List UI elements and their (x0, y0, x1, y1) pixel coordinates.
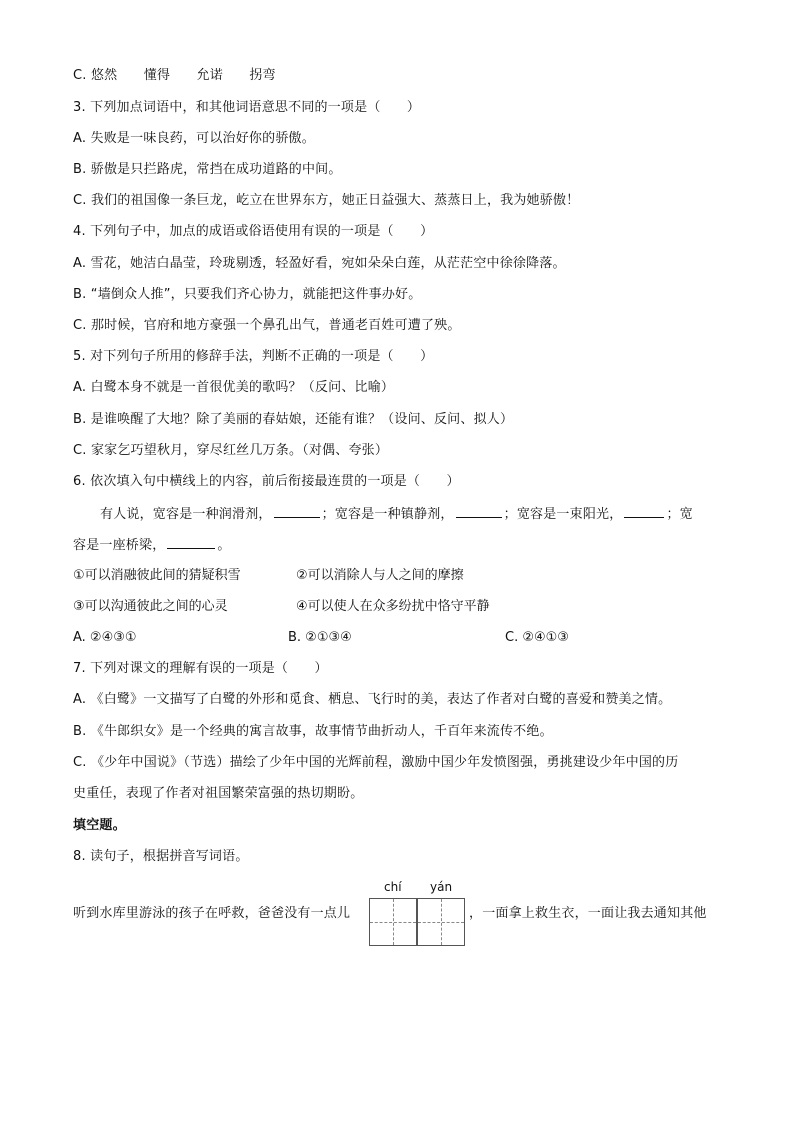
q4-option-b: B. “墙倒众人推”，只要我们齐心协力，就能把这件事办好。 (73, 287, 422, 302)
q5-option-b: B. 是谁唤醒了大地？除了美丽的春姑娘，还能有谁？（设问、反问、拟人） (73, 412, 514, 427)
q6-option-c: C. ②④①③ (505, 630, 569, 645)
q3-option-b: B. 骄傲是只拦路虎，常挡在成功道路的中间。 (73, 162, 342, 177)
q6-sentence-part6: 。 (217, 538, 231, 553)
q3-option-c: C. 我们的祖国像一条巨龙，屹立在世界东方，她正日益强大、蒸蒸日上，我为她骄傲！ (73, 193, 580, 208)
tianzige-box-1[interactable] (369, 898, 417, 946)
q6-sentence-part3: ；宽容是一束阳光， (503, 507, 623, 522)
q6-blank-4 (167, 536, 215, 549)
question-5: 5. 对下列句子所用的修辞手法，判断不正确的一项是（ ） (73, 349, 434, 364)
q5-option-a: A. 白鹭本身不就是一首很优美的歌吗？（反问、比喻） (73, 380, 395, 395)
q6-sentence-part1: 有人说，宽容是一种润滑剂， (100, 507, 272, 522)
q8-sentence-before: 听到水库里游泳的孩子在呼救，爸爸没有一点儿 (73, 906, 351, 921)
pinyin-chi: chí (384, 880, 402, 894)
q5-option-c: C. 家家乞巧望秋月，穿尽红丝几万条。（对偶、夸张） (73, 443, 389, 458)
q6-blank-2 (456, 505, 502, 518)
q8-sentence-after: ，一面拿上救生衣，一面让我去通知其他 (469, 906, 707, 921)
q6-blank-3 (624, 505, 664, 518)
q3-option-a: A. 失败是一味良药，可以治好你的骄傲。 (73, 131, 315, 146)
q2-option-c: C. 悠然 懂得 允诺 拐弯 (73, 68, 276, 83)
q4-option-c: C. 那时候，官府和地方豪强一个鼻孔出气，普通老百姓可遭了殃。 (73, 318, 461, 333)
question-7: 7. 下列对课文的理解有误的一项是（ ） (73, 661, 328, 676)
tianzige-box-2[interactable] (417, 898, 465, 946)
q6-option-a: A. ②④③① (73, 630, 137, 645)
question-3: 3. 下列加点词语中，和其他词语意思不同的一项是（ ） (73, 100, 421, 115)
question-4: 4. 下列句子中，加点的成语或俗语使用有误的一项是（ ） (73, 224, 434, 239)
q6-option-b: B. ②①③④ (288, 630, 352, 645)
q6-item-3: ③可以沟通彼此之间的心灵 (73, 599, 228, 614)
q6-sentence-line1 (100, 505, 693, 524)
q4-option-a: A. 雪花，她洁白晶莹，玲珑剔透，轻盈好看，宛如朵朵白莲，从茫茫空中徐徐降落。 (73, 256, 566, 271)
q6-item-1: ①可以消融彼此间的猜疑积雪 (73, 568, 241, 583)
question-8: 8. 读句子，根据拼音写词语。 (73, 849, 249, 864)
q7-option-b: B. 《牛郎织女》是一个经典的寓言故事，故事情节曲折动人，千百年来流传不绝。 (73, 724, 553, 739)
pinyin-yan: yán (430, 880, 453, 894)
q7-option-c-line1: C. 《少年中国说》（节选）描绘了少年中国的光辉前程，激励中国少年发愤图强，勇挑建设少年中国的历 (73, 755, 679, 770)
q6-sentence-line2 (73, 536, 231, 555)
q6-sentence-part2: ；宽容是一种镇静剂， (321, 507, 454, 522)
section-heading-fill-in: 填空题。 (73, 818, 126, 833)
q7-option-c-line2: 史重任，表现了作者对祖国繁荣富强的热切期盼。 (73, 786, 364, 801)
q6-blank-1 (274, 505, 320, 518)
q7-option-a: A. 《白鹭》一文描写了白鹭的外形和觅食、栖息、飞行时的美，表达了作者对白鹭的喜爱和赞美之情。 (73, 692, 672, 707)
q6-item-4: ④可以使人在众多纷扰中恪守平静 (296, 599, 490, 614)
q6-sentence-part4: ；宽 (666, 507, 693, 522)
question-6: 6. 依次填入句中横线上的内容，前后衔接最连贯的一项是（ ） (73, 474, 460, 489)
q6-sentence-part5: 容是一座桥梁， (73, 538, 166, 553)
q6-item-2: ②可以消除人与人之间的摩擦 (296, 568, 464, 583)
